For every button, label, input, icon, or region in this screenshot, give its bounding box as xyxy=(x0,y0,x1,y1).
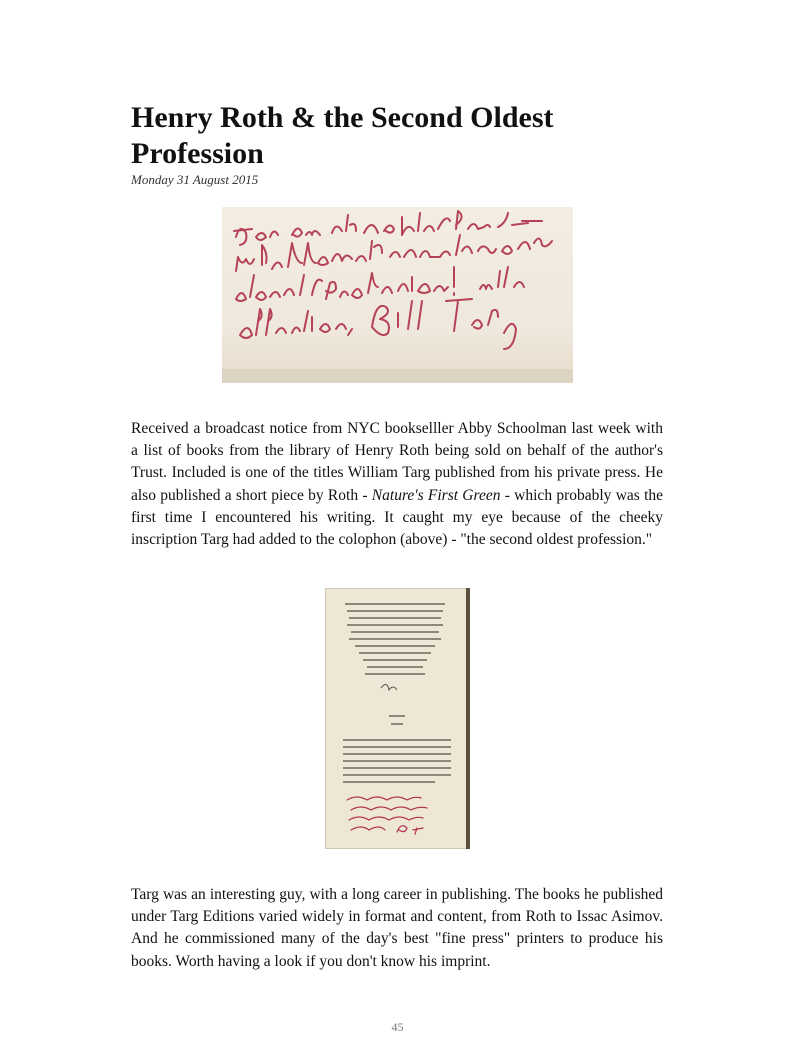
book-spine xyxy=(466,588,470,849)
book-title-italic: Nature's First Green xyxy=(371,486,501,504)
handwritten-inscription xyxy=(222,207,573,383)
page-number: 45 xyxy=(391,1020,404,1034)
paragraph-intro xyxy=(131,418,663,551)
paragraph-intro-text-end: - which probably was the first time I encountered his writing. It caught my eye because of the cheeky inscription Targ had added to the colophon (above) - "the second oldest profession." xyxy=(131,486,664,549)
paragraph-targ: Targ was an interesting guy, with a long career in publishing. The books he published under Targ Editions varied widely in format and content, from Roth to Issac Asimov. And he commissioned many of the day's best "fine press" printers to produce his books. Worth having a look if you don't know his imprint. xyxy=(131,886,663,970)
paragraph-intro-text: Received a broadcast notice from NYC bookselller Abby Schoolman last week with a list of books from the library of Henry Roth being sold on behalf of the author's Trust. Included is one of the titles William Targ published from his private press. He also published a short piece by Roth - xyxy=(131,420,663,504)
post-date: Monday 31 August 2015 xyxy=(131,172,259,187)
paper-edge xyxy=(222,369,573,383)
page-title: Henry Roth & the Second Oldest Profession xyxy=(131,101,554,170)
colophon-photo xyxy=(325,588,470,849)
inscription-photo xyxy=(222,207,573,383)
colophon-page-image xyxy=(325,588,470,849)
